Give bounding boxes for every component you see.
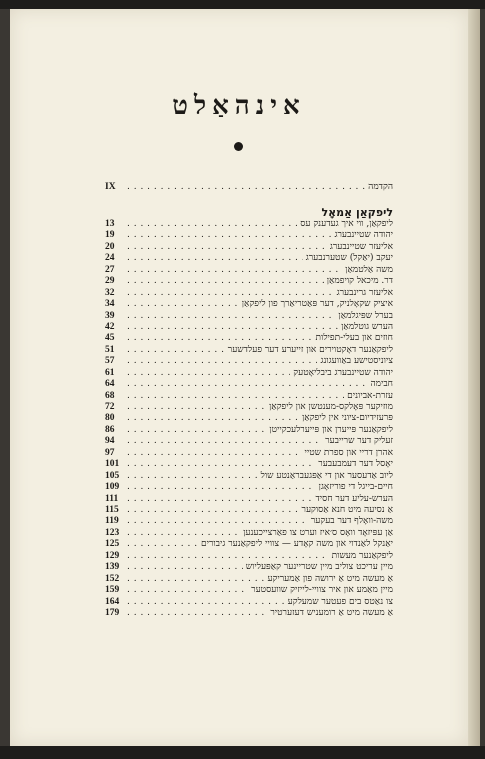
toc-entry-title: פּרעזידיום-ציוני אין ליפקאַן — [299, 413, 393, 423]
toc-entry — [105, 539, 393, 550]
toc-leader — [127, 436, 393, 447]
toc-entry — [105, 597, 393, 608]
toc-entry-title: ליוב אַדעסער און די אַפּגעבראַנטע שול — [258, 471, 393, 481]
toc-page-number: 24 — [105, 253, 115, 264]
toc-entry-title: אַן עפּיזאָד וואָס ס׳איז וערט צו פאַרצייכענען — [240, 528, 393, 538]
toc-entry-title: אַ נסיעה מיט חנא אַסוקער — [299, 505, 393, 515]
toc-page-number: 57 — [105, 356, 115, 367]
toc-entry-title: מיין מאַמע און איר צוויי-לייזיק שוועסטער — [248, 585, 393, 595]
toc-leader — [127, 276, 393, 287]
toc-leader — [127, 413, 393, 424]
toc-entry — [105, 276, 393, 287]
toc-entry — [105, 311, 393, 322]
toc-entry — [105, 345, 393, 356]
toc-leader — [127, 539, 393, 550]
toc-page-number: 34 — [105, 299, 115, 310]
toc-entry — [105, 551, 393, 562]
toc-page-number: 123 — [105, 527, 120, 538]
toc-entry — [105, 253, 393, 264]
book-page — [10, 9, 468, 746]
toc-leader — [127, 551, 393, 562]
toc-leader — [127, 253, 393, 264]
toc-page-number: 39 — [105, 310, 115, 321]
toc-page-number: 19 — [105, 230, 115, 241]
toc-page-number: 164 — [105, 596, 120, 607]
toc-page-number: 13 — [105, 219, 115, 229]
toc-leader — [127, 379, 393, 390]
toc-leader — [127, 448, 393, 459]
toc-leader — [127, 356, 393, 367]
toc-entry — [105, 379, 393, 390]
toc-entry-title: חבימה — [367, 379, 393, 389]
toc-page-number: 80 — [105, 413, 115, 424]
toc-entry-title: משה-וואָלף דער בעקער — [308, 516, 393, 526]
toc-entry-title: מוזיקער פּאָלקס-מענטשן און ליפקאַן — [266, 402, 393, 412]
toc-page-number: 27 — [105, 264, 115, 275]
toc-page-number: 101 — [105, 459, 120, 470]
scan-bottom-border — [0, 746, 485, 759]
toc-page-number: 109 — [105, 482, 120, 493]
toc-entry — [105, 219, 393, 230]
toc-leader — [127, 402, 393, 413]
toc-leader — [127, 471, 393, 482]
toc-leader — [127, 333, 393, 344]
toc-entry — [105, 413, 393, 424]
toc-entry — [105, 585, 393, 596]
toc-page-number: 105 — [105, 470, 120, 481]
toc-leader — [127, 242, 393, 253]
toc-leader — [127, 288, 393, 299]
toc-leader — [127, 368, 393, 379]
toc-entry-title: יאַנקל לאַנדוי און משה קאָדע — צוויי ליפקאַנער גיבורים — [198, 539, 393, 549]
toc-entry — [105, 322, 393, 333]
toc-entry — [105, 265, 393, 276]
toc-entry-title: חוזים און בעלי-תפילות — [313, 333, 393, 343]
toc-entry-title: הערש גוטלמאַן — [338, 322, 393, 332]
toc-entry-title: הערש-עליע דער חסיד — [312, 494, 393, 504]
toc-leader — [127, 459, 393, 470]
toc-entry — [105, 471, 393, 482]
toc-page-number: 119 — [105, 516, 119, 527]
toc-entry — [105, 356, 393, 367]
toc-entry-title: עזרת-אביונים — [344, 391, 393, 401]
toc-entry — [105, 516, 393, 527]
toc-entry — [105, 562, 393, 573]
toc-entry-title: איציק שקאָלניק, דער פּאַטריאַרך פון ליפקאַן — [239, 299, 393, 309]
toc-entry — [105, 482, 393, 493]
toc-entry-title: ליפקאַן, ווי איך געדענק עס — [297, 219, 393, 229]
toc-page-number: 159 — [105, 585, 120, 596]
toc-page-number: 97 — [105, 447, 115, 458]
toc-leader — [127, 597, 393, 608]
page-title: אינהאַלט — [172, 91, 306, 121]
toc-page-number: 139 — [105, 562, 120, 573]
toc-entry — [105, 391, 393, 402]
toc-entry-title: אהרן דריי און ספרת שטיי — [302, 448, 393, 458]
toc-leader — [127, 299, 393, 310]
toc-leader — [127, 322, 393, 333]
toc-entry-title: דר. מיכאל קויפמאַן — [324, 276, 393, 286]
toc-leader — [127, 265, 393, 276]
toc-entry — [105, 230, 393, 241]
toc-entry — [105, 368, 393, 379]
toc-entry — [105, 242, 393, 253]
toc-entry-title: בערל שפּיגלמאַן — [335, 311, 393, 321]
bullet-ornament-icon — [234, 142, 243, 151]
toc-page-number: 29 — [105, 276, 115, 287]
toc-entry — [105, 425, 393, 436]
toc-entry — [105, 528, 393, 539]
toc-entry — [105, 459, 393, 470]
page-edge — [468, 9, 480, 746]
toc-leader — [127, 574, 393, 585]
toc-entry — [105, 288, 393, 299]
toc-leader — [127, 505, 393, 516]
toc-entry-title: הקדמה — [365, 182, 393, 192]
toc-leader — [127, 528, 393, 539]
toc-leader — [127, 494, 393, 505]
toc-entry-preface — [105, 182, 393, 193]
toc-leader — [127, 608, 393, 619]
toc-page-number: 20 — [105, 241, 115, 252]
toc-entry — [105, 299, 393, 310]
toc-entry-title: ליפקאַנער דאָקטוירים און זייערע דער פעלדשער — [225, 345, 393, 355]
toc-entry-title: אליעזר שטיינבערג — [327, 242, 393, 252]
toc-entry-title: יעקב (יאַקל) שטערנבערג — [303, 253, 393, 263]
toc-entry — [105, 574, 393, 585]
toc-leader — [127, 219, 393, 230]
toc-entry-title: אַ מעשה מיט אַ ירושה פון אַמעריקע — [264, 574, 393, 584]
toc-entry — [105, 402, 393, 413]
toc-entry-title: ליפקאַנער מעשות — [329, 551, 393, 561]
toc-leader — [127, 425, 393, 436]
toc-page-number: 125 — [105, 539, 120, 550]
toc-entry-title: יאָסל דער דעמבעבער — [315, 459, 393, 469]
toc-entry — [105, 436, 393, 447]
toc-leader — [127, 516, 393, 527]
toc-leader — [127, 345, 393, 356]
toc-leader — [127, 311, 393, 322]
toc-entry — [105, 505, 393, 516]
toc-page-number: 42 — [105, 321, 115, 332]
toc-entry-title: מיין עריכט צוליב מיין שטריינער קאַפּעליוש — [243, 562, 393, 572]
toc-entry-title: משה אַלטמאַן — [342, 265, 393, 275]
toc-entry-title: ליפקאַנער פּייערן און פּייערלעכקייטן — [266, 425, 393, 435]
toc-page-number: 32 — [105, 287, 115, 298]
toc-page-number: 94 — [105, 436, 115, 447]
toc-entry — [105, 608, 393, 619]
toc-page-number: 115 — [105, 505, 119, 515]
toc-page-number: 64 — [105, 379, 115, 390]
section-heading: ליפקאַן אַמאָל — [321, 206, 393, 219]
toc-entry-title: זעליק דער שרייבער — [322, 436, 393, 446]
toc-page-number: IX — [105, 182, 116, 192]
toc-page-number: 68 — [105, 390, 115, 401]
scan-top-border — [0, 0, 485, 9]
toc-entry-title: צו נאַטס בים פעטער שמעלקע — [285, 597, 393, 607]
toc-leader — [127, 182, 393, 193]
toc-page-number: 129 — [105, 550, 120, 561]
toc-entry-title: אַ מעשה מיט אַ רומעניש דעזערטיר — [267, 608, 393, 618]
toc-page-number: 179 — [105, 607, 120, 618]
toc-leader — [127, 391, 393, 402]
toc-page-number: 111 — [105, 493, 119, 504]
toc-page-number: 51 — [105, 344, 115, 355]
toc-page-number: 45 — [105, 333, 115, 344]
toc-entry — [105, 494, 393, 505]
toc-leader — [127, 482, 393, 493]
toc-entry-title: יהודה שטיינבערג ביבליאָטעק — [290, 368, 393, 378]
toc-entry-title: יהודה שטיינבערג — [332, 230, 393, 240]
toc-page-number: 152 — [105, 573, 120, 584]
toc-page-number: 86 — [105, 424, 115, 435]
toc-entry — [105, 448, 393, 459]
toc-leader — [127, 585, 393, 596]
toc-leader — [127, 230, 393, 241]
toc-page-number: 72 — [105, 402, 115, 413]
toc-entry — [105, 333, 393, 344]
toc-entry-title: חיים-בייגל די פוריזאָגן — [316, 482, 393, 492]
toc-entry-title: אליעזר גרינבערג — [334, 288, 393, 298]
toc-page-number: 61 — [105, 367, 115, 378]
toc-entry-title: ציוניסטישע באַוועגונג — [317, 356, 393, 366]
toc-leader — [127, 562, 393, 573]
